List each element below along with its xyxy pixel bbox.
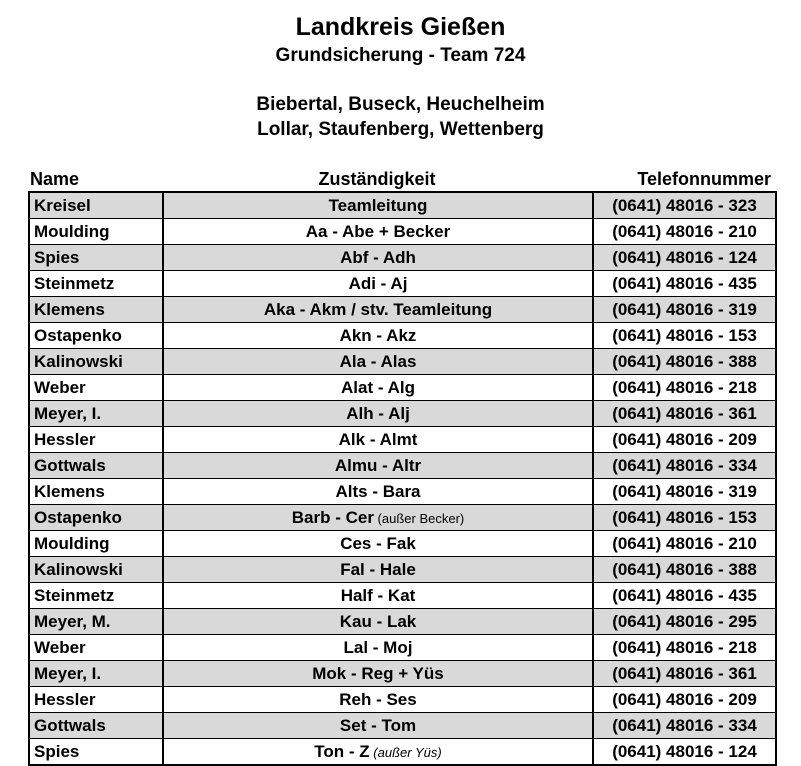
- cell-name: Ostapenko: [29, 505, 163, 531]
- table-row: [29, 505, 776, 531]
- cell-name: Kalinowski: [29, 349, 163, 375]
- range-text: Reh - Ses: [339, 689, 417, 709]
- range-text: Kau - Lak: [339, 611, 417, 631]
- range-text: Half - Kat: [340, 585, 416, 605]
- table-row: [29, 713, 776, 739]
- cell-telefonnummer: (0641) 48016 - 323: [593, 192, 776, 219]
- cell-telefonnummer: (0641) 48016 - 435: [593, 271, 776, 297]
- cell-name: Gottwals: [29, 713, 163, 739]
- range-text: Alk - Almt: [338, 429, 418, 449]
- range-text: Alts - Bara: [335, 481, 421, 501]
- range-text: Adi - Aj: [348, 273, 408, 293]
- cell-zustaendigkeit: [163, 453, 593, 479]
- cell-zustaendigkeit: [163, 219, 593, 245]
- range-text: Ala - Alas: [339, 351, 417, 371]
- cell-name: Kalinowski: [29, 557, 163, 583]
- cell-telefonnummer: (0641) 48016 - 361: [593, 661, 776, 687]
- table-row: [29, 271, 776, 297]
- cell-telefonnummer: (0641) 48016 - 334: [593, 713, 776, 739]
- cell-zustaendigkeit: [163, 609, 593, 635]
- column-header-telefonnummer: Telefonnummer: [637, 169, 771, 189]
- range-text: Set - Tom: [339, 715, 417, 735]
- table-row: [29, 609, 776, 635]
- cell-zustaendigkeit: [163, 349, 593, 375]
- cell-telefonnummer: (0641) 48016 - 210: [593, 531, 776, 557]
- cell-name: Meyer, M.: [29, 609, 163, 635]
- cell-zustaendigkeit: [163, 297, 593, 323]
- cell-telefonnummer: (0641) 48016 - 435: [593, 583, 776, 609]
- range-text: Mok - Reg + Yüs: [312, 663, 444, 683]
- cell-name: Moulding: [29, 219, 163, 245]
- table-row: [29, 453, 776, 479]
- cell-name: Gottwals: [29, 453, 163, 479]
- cell-name: Moulding: [29, 531, 163, 557]
- cell-name: Hessler: [29, 687, 163, 713]
- range-text: Almu - Altr: [334, 455, 422, 475]
- table-row: [29, 349, 776, 375]
- cell-telefonnummer: (0641) 48016 - 153: [593, 323, 776, 349]
- range-text: Lal - Moj: [343, 637, 413, 657]
- table-row: [29, 583, 776, 609]
- cell-zustaendigkeit: [163, 479, 593, 505]
- region-line-1: Biebertal, Buseck, Heuchelheim: [256, 94, 545, 115]
- cell-zustaendigkeit: [163, 635, 593, 661]
- cell-telefonnummer: (0641) 48016 - 295: [593, 609, 776, 635]
- cell-telefonnummer: (0641) 48016 - 388: [593, 557, 776, 583]
- cell-telefonnummer: (0641) 48016 - 209: [593, 687, 776, 713]
- cell-telefonnummer: (0641) 48016 - 319: [593, 297, 776, 323]
- cell-name: Spies: [29, 245, 163, 271]
- cell-zustaendigkeit: [163, 505, 593, 531]
- table-row: [29, 323, 776, 349]
- cell-name: Klemens: [29, 297, 163, 323]
- cell-name: Ostapenko: [29, 323, 163, 349]
- table-header-row: [28, 168, 775, 191]
- table-body: [29, 192, 776, 765]
- cell-telefonnummer: (0641) 48016 - 319: [593, 479, 776, 505]
- table-row: [29, 375, 776, 401]
- table-row: [29, 427, 776, 453]
- cell-name: Weber: [29, 375, 163, 401]
- contact-table: [28, 191, 777, 766]
- cell-telefonnummer: (0641) 48016 - 218: [593, 635, 776, 661]
- cell-zustaendigkeit: [163, 661, 593, 687]
- cell-name: Weber: [29, 635, 163, 661]
- cell-telefonnummer: (0641) 48016 - 334: [593, 453, 776, 479]
- cell-name: Meyer, I.: [29, 401, 163, 427]
- note-text: (außer Becker): [373, 510, 465, 526]
- cell-telefonnummer: (0641) 48016 - 388: [593, 349, 776, 375]
- table-area: [28, 168, 775, 766]
- region-line-2: Lollar, Staufenberg, Wettenberg: [257, 119, 544, 140]
- table-row: [29, 192, 776, 219]
- cell-zustaendigkeit: [163, 271, 593, 297]
- cell-zustaendigkeit: [163, 557, 593, 583]
- cell-telefonnummer: (0641) 48016 - 210: [593, 219, 776, 245]
- cell-zustaendigkeit: [163, 323, 593, 349]
- range-text: Fal - Hale: [340, 559, 416, 579]
- range-text: Alh - Alj: [346, 403, 410, 423]
- cell-zustaendigkeit: [163, 427, 593, 453]
- cell-zustaendigkeit: [163, 192, 593, 219]
- cell-name: Spies: [29, 739, 163, 766]
- cell-zustaendigkeit: [163, 401, 593, 427]
- table-row: [29, 479, 776, 505]
- range-text: Abf - Adh: [340, 247, 416, 267]
- table-row: [29, 219, 776, 245]
- table-row: [29, 297, 776, 323]
- cell-name: Meyer, I.: [29, 661, 163, 687]
- cell-telefonnummer: (0641) 48016 - 218: [593, 375, 776, 401]
- table-row: [29, 401, 776, 427]
- cell-telefonnummer: (0641) 48016 - 361: [593, 401, 776, 427]
- table-row: [29, 245, 776, 271]
- cell-name: Kreisel: [29, 192, 163, 219]
- cell-zustaendigkeit: [163, 583, 593, 609]
- range-text: Alat - Alg: [341, 377, 415, 397]
- cell-zustaendigkeit: [163, 687, 593, 713]
- page-title: Landkreis Gießen: [295, 13, 506, 41]
- cell-zustaendigkeit: [163, 531, 593, 557]
- cell-zustaendigkeit: [163, 739, 593, 766]
- range-text: Ton - Z: [314, 741, 370, 761]
- cell-telefonnummer: (0641) 48016 - 153: [593, 505, 776, 531]
- table-row: [29, 531, 776, 557]
- column-header-zustaendigkeit: Zuständigkeit: [318, 169, 436, 189]
- cell-zustaendigkeit: [163, 245, 593, 271]
- table-row: [29, 739, 776, 766]
- column-header-name: Name: [30, 169, 80, 189]
- table-row: [29, 557, 776, 583]
- header-block: [0, 12, 801, 68]
- cell-zustaendigkeit: [163, 375, 593, 401]
- cell-name: Steinmetz: [29, 271, 163, 297]
- range-text: Aka - Akm / stv. Teamleitung: [263, 299, 493, 319]
- cell-telefonnummer: (0641) 48016 - 124: [593, 245, 776, 271]
- cell-telefonnummer: (0641) 48016 - 124: [593, 739, 776, 766]
- note-text: (außer Yüs): [369, 744, 442, 760]
- cell-name: Hessler: [29, 427, 163, 453]
- page-subtitle: Grundsicherung - Team 724: [275, 45, 526, 66]
- table-row: [29, 635, 776, 661]
- range-text: Barb - Cer: [291, 507, 374, 527]
- cell-zustaendigkeit: [163, 713, 593, 739]
- table-row: [29, 687, 776, 713]
- range-text: Aa - Abe + Becker: [305, 221, 451, 241]
- range-text: Teamleitung: [328, 195, 428, 215]
- cell-telefonnummer: (0641) 48016 - 209: [593, 427, 776, 453]
- cell-name: Steinmetz: [29, 583, 163, 609]
- table-row: [29, 661, 776, 687]
- region-block: [0, 92, 801, 142]
- range-text: Akn - Akz: [339, 325, 417, 345]
- cell-name: Klemens: [29, 479, 163, 505]
- range-text: Ces - Fak: [340, 533, 416, 553]
